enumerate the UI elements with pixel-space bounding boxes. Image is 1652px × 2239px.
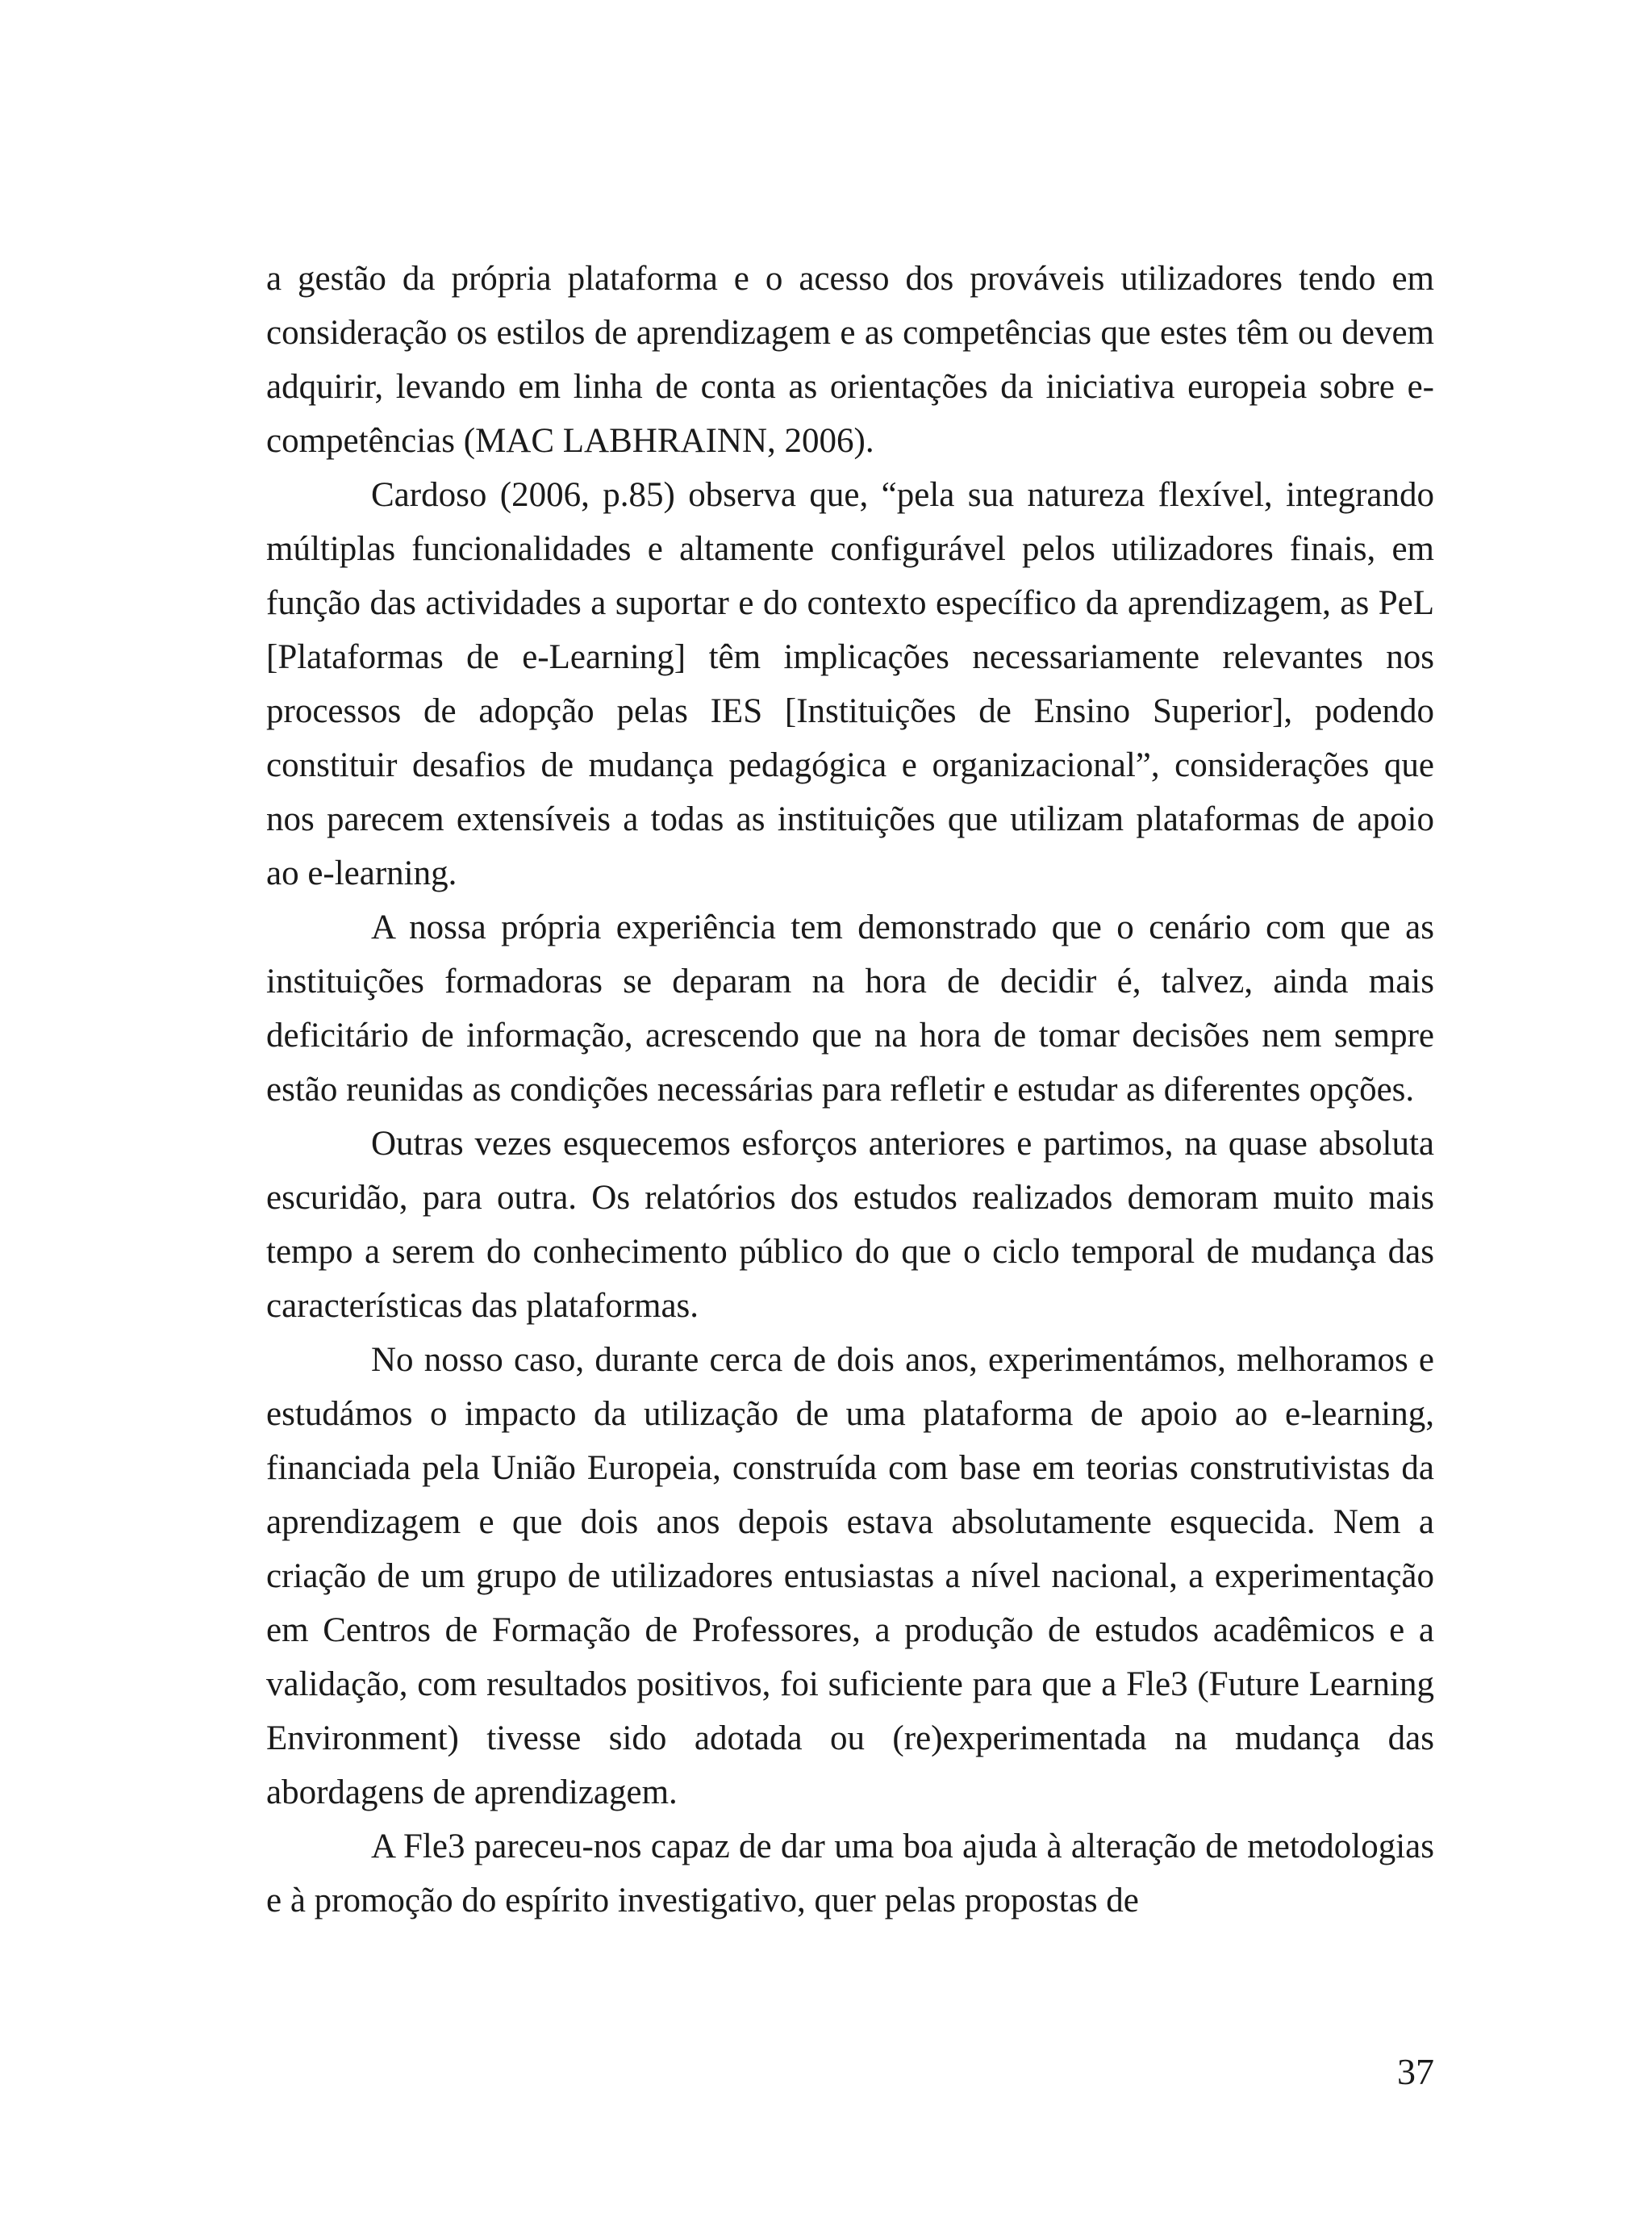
paragraph-experience: A nossa própria experiência tem demonstrado que o cenário com que as instituições formadoras se deparam na hora de decidir é, talvez, ainda mais deficitário de informação, acrescendo que na hora de tomar decisões nem sempre estão reunidas as condições necessárias para refletir e estudar as diferentes opções. xyxy=(266,909,1434,1109)
paragraph-fle3: A Fle3 pareceu-nos capaz de dar uma boa ajuda à alteração de metodologias e à promoção do espírito investigativo, quer pelas propostas de xyxy=(266,1828,1434,1919)
paragraph-continuation: a gestão da própria plataforma e o acesso dos prováveis utilizadores tendo em consideração os estilos de aprendizagem e as competências que estes têm ou devem adquirir, levando em linha de conta as orientações da iniciativa europeia sobre e-competências (MAC LABHRAINN, 2006). xyxy=(266,260,1434,460)
page-number: 37 xyxy=(1397,2051,1434,2092)
paragraph-our-case: No nosso caso, durante cerca de dois anos, experimentámos, melhoramos e estudámos o impacto da utilização de uma plataforma de apoio ao e-learning, financiada pela União Europeia, construída com base em teorias construtivistas da aprendizagem e que dois anos depois estava absolutamente esquecida. Nem a criação de um grupo de utilizadores entusiastas a nível nacional, a experimentação em Centros de Formação de Professores, a produção de estudos acadêmicos e a validação, com resultados positivos, foi suficiente para que a Fle3 (Future Learning Environment) tivesse sido adotada ou (re)experimentada na mudança das abordagens de aprendizagem. xyxy=(266,1341,1434,1811)
body-text xyxy=(266,252,1434,1928)
paragraph-other-times: Outras vezes esquecemos esforços anteriores e partimos, na quase absoluta escuridão, para outra. Os relatórios dos estudos realizados demoram muito mais tempo a serem do conhecimento público do que o ciclo temporal de mudança das características das plataformas. xyxy=(266,1125,1434,1325)
paragraph-cardoso-quote: Cardoso (2006, p.85) observa que, “pela sua natureza flexível, integrando múltiplas funcionalidades e altamente configurável pelos utilizadores finais, em função das actividades a suportar e do contexto específico da aprendizagem, as PeL [Plataformas de e-Learning] têm implicações necessariamente relevantes nos processos de adopção pelas IES [Instituições de Ensino Superior], podendo constituir desafios de mudança pedagógica e organizacional”, considerações que nos parecem extensíveis a todas as instituições que utilizam plataformas de apoio ao e-learning. xyxy=(266,476,1434,892)
